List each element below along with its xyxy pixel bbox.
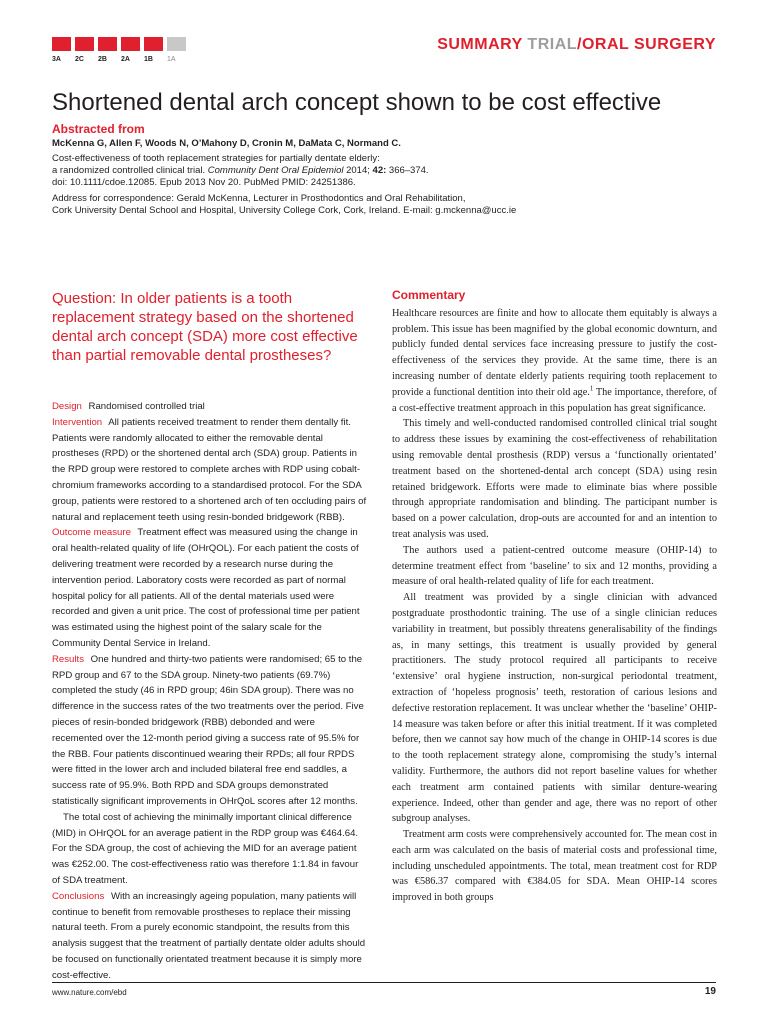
article-title: Shortened dental arch concept shown to be cost effective [52, 89, 662, 116]
evidence-box-1b [144, 37, 163, 51]
evidence-box-2c [75, 37, 94, 51]
authors: McKenna G, Allen F, Woods N, O’Mahony D, Cronin M, DaMata C, Normand C. [52, 138, 401, 149]
evidence-label: 2A [121, 56, 130, 63]
evidence-label: 2B [98, 56, 107, 63]
evidence-level-indicator [52, 37, 190, 63]
results-paragraph: The total cost of achieving the minimally important clinical difference (MID) in OHrQOL for an average patient in the RDP group was €464.64. For the SDA group, the cost of achieving the MID for an average patient was €252.00. The cost-effectiveness ratio was therefore 1:1.84 in favour of SDA treatment. [52, 811, 359, 886]
commentary-paragraph: Treatment arm costs were comprehensively accounted for. The mean cost in each arm was calculated on the basis of material costs and professional time, including unscheduled appointments. The total, mean treatment cost for RDP was €586.37 compared with €384.05 for SDA. Mean OHIP-14 scores improved in both groups [392, 829, 717, 904]
intervention-label: Intervention [52, 416, 103, 428]
commentary-paragraph: The authors used a patient-centred outcome measure (OHIP-14) to determine treatment effect from ‘baseline’ to six and 12 months, providing a measure of oral health-related quality of life for each treatment. [392, 544, 717, 588]
evidence-label: 2C [75, 56, 84, 63]
commentary-column [392, 288, 717, 906]
section-tag-trial: TRIAL [527, 36, 578, 53]
clinical-question: Question: In older patients is a tooth replacement strategy based on the shortened dental arch concept (SDA) more cost effective than partial removable dental prostheses? [52, 290, 358, 364]
evidence-box-2a [121, 37, 140, 51]
design-label: Design [52, 401, 82, 412]
results-section: Results One hundred and thirty-two patients were randomised; 65 to the RPD group and 67 to the SDA group. Ninety-two patients (69.7%) completed the study (46 in RPD group; 46in SDA group). There was no difference in the success rates of the two treatments over the period. Five pieces of resin-bonded bridgework (RBB) debonded and were recemented over the 12-month period giving a success rate of 95.5% for the RBB. Four patients discontinued wearing their RPDs; all four RPDS were fitted in the lower arch and included bilateral free end saddles, a success rate of 95.9%. Both RPD and SDA groups demonstrated statistically significant improvements in OHrQoL scores after 12 months. [52, 653, 364, 807]
intervention-section: Intervention All patients received treatment to render them dentally fit. Patients were randomly allocated to either the removable dental prostheses (RPD) or the shortened dental arch (SDA) group. Patients in the RPD group were restored to complete arches with RDP using cobalt-chromium frameworks according to a standardised protocol. For the SDA group, patients were restored to a shortened arch of ten occluding pairs of natural and replacement teeth using resin-bonded bridgework (RBB). [52, 416, 367, 523]
evidence-label: 1B [144, 56, 153, 63]
evidence-box-3a [52, 37, 71, 51]
reference-marker: 1 [589, 384, 594, 393]
footer-divider [52, 982, 716, 983]
conclusions-label: Conclusions [52, 890, 105, 902]
design-section: Design Randomised controlled trial [52, 401, 205, 412]
citation [52, 153, 532, 189]
results-label: Results [52, 653, 84, 665]
evidence-label: 1A [167, 56, 176, 63]
footer-url[interactable]: www.nature.com/ebd [52, 988, 127, 997]
summary-column [52, 399, 368, 983]
section-tag-specialty: /ORAL SURGERY [577, 36, 716, 53]
citation-line: a randomized controlled clinical trial. Community Dent Oral Epidemiol 2014; 42: 366–374. [52, 165, 429, 176]
section-tag-summary: SUMMARY [437, 36, 523, 53]
page-number: 19 [704, 986, 716, 997]
abstracted-from-heading: Abstracted from [52, 122, 145, 136]
commentary-heading: Commentary [392, 288, 466, 302]
outcome-section: Outcome measure Treatment effect was measured using the change in oral health-related quality of life (OHrQOL). For each patient the costs of delivering treatment were recorded by a research nurse during the intervention period. Laboratory costs were recorded as part of normal hospital policy for all patients. All of the dental materials used were recorded and given a unit price. The cost of professional time per patient was estimated using the highest point of the salary scale for the Community Dental Service in Ireland. [52, 527, 360, 649]
evidence-box-1a [167, 37, 186, 51]
section-tag [437, 36, 716, 54]
outcome-label: Outcome measure [52, 527, 131, 539]
journal-name: Community Dent Oral Epidemiol [207, 165, 344, 176]
citation-doi: doi: 10.1111/cdoe.12085. Epub 2013 Nov 20. PubMed PMID: 24251386. [52, 177, 356, 188]
commentary-paragraph: All treatment was provided by a single clinician with advanced postgraduate prosthodontic training. The use of a single clinician reduces variability in treatment, but possibly threatens generalisability of the findings as, in many settings, this treatment is usually provided by general practitioners. The study protocol required all participants to receive ‘extensive’ oral hygiene instruction, non-surgical periodontal treatment, extraction of ‘hopeless prognosis’ teeth, restoration of carious lesions and defective restoration replacement. It was unclear whether the ‘baseline’ OHIP-14 measure was taken before or after this initial treatment. If it was completed before, then we cannot say how much of the change in OHIP-14 scores is due to the tooth replacement strategy alone, compromising the study’s internal validity. Furthermore, the authors did not report baseline values for whether each treatment arm contained patients with similar denture-wearing experience. Indeed, other than gender and age, there was no report of other subgroup analyses. [392, 592, 717, 825]
commentary-paragraph: This timely and well-conducted randomised controlled clinical trial sought to address these issues by examining the cost-effectiveness of rehabilitation using removable dental prosthesis (RDP) versus a ‘functionally orientated’ treatment based on the shortened-dental arch concept (SDA) using resin retained bridgework. Efforts were made to eliminate bias where possible through appropriate randomisation and blinding. The participant number is based on a power calculation, drop-outs are accounted for and an intention to treat analysis was used. [392, 418, 717, 540]
correspondence-address: Address for correspondence: Gerald McKenna, Lecturer in Prosthodontics and Oral Rehabilitation, Cork University Dental School and Hospital, University College Cork, Cork, Ireland. E-mail: g.mckenna@ucc.ie [52, 193, 517, 216]
evidence-box-2b [98, 37, 117, 51]
commentary-paragraph: Healthcare resources are finite and how to allocate them equitably is always a problem. This issue has been magnified by the global economic downturn, and publicly funded dental services face increasing pressure to justify the cost-effectiveness of the services they provide. At the same time, there is an increasing number of dentate elderly patients requiring tooth replacement to provide a functional dentition into their old age.$^1$ The importance, therefore, of a cost-effective treatment approach in this population has great significance. [392, 307, 717, 414]
evidence-label: 3A [52, 56, 61, 63]
conclusions-section: Conclusions With an increasingly ageing population, many patients will continue to benefit from removable prostheses to replace their missing natural teeth. From a purely economic standpoint, the results from this analysis suggest that the treatment of partially dentate older adults should be focused on functionally orientated treatment because it is simply more cost-effective. [52, 890, 366, 981]
citation-line: Cost-effectiveness of tooth replacement strategies for partially dentate elderly: [52, 153, 380, 164]
volume: 42: [372, 165, 387, 176]
